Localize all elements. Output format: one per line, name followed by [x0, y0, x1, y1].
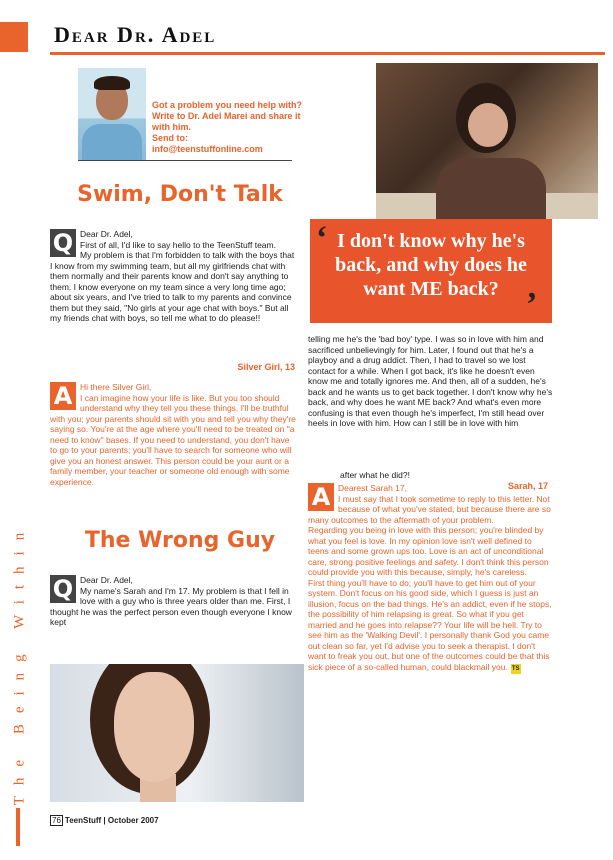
question-text-2-start: Dear Dr. Adel, My name's Sarah and I'm 17. My problem is that I fell in love with a guy who is three years older than me. First, I thought he was the perfect person even though everyone I know kept: [50, 575, 292, 627]
page-title: Dear Dr. Adel: [54, 22, 217, 47]
magazine-name: TeenStuff: [64, 816, 102, 825]
answer-body-1: [50, 382, 298, 487]
thoughtful-girl-photo: [50, 664, 304, 802]
answer-text-1: Hi there Silver Girl, I can imagine how your life is like. But you too should understand why they tell you these things. I'll be truthful with you; your parents should sit with you and tell you why they're saying so. You're at the age where you'll need to be treated on "a need to know" bases. If you need to understand, you don't have to go to your parents; you'll have to search for someone who will give you an honest answer. This person could be your aunt or a family member, your teacher or someone old enough with some experience.: [50, 382, 296, 487]
side-accent-bar: [16, 808, 20, 846]
close-quote-icon: ’: [526, 286, 538, 323]
issue-date: October 2007: [107, 816, 159, 825]
doctor-photo: [78, 68, 146, 160]
answer-text-2: Dearest Sarah 17, I must say that I took sometime to reply to this letter. Not because of what you've stated, but because there are so many outcomes to the aftermath of your problem. Regarding you being in love with this person; you're blinded by what you feel is love. In my opinion love isn't well defined to teens and some grown ups too. Love is an act of unconditional care, strong positive feelings and safety. I don't think this person could provide you with this because, simply, he's careless. First thing you'll have to do; you'll have to get him out of your system. Don't focus on his good side, which I guess is just an illusion, focus on the bad things. He's an addict, even if he stops, the possibility of him relapsing is great. So what if you get married and he goes into relapse?? Your life will be hell. Try to see him as the 'Walking Devil'. I personally thank God you came out clean so far, yet I'd advise you to seek a therapist. I don't want to freak you out, but one of the outcomes could be that this sick piece of a so-called human, could blackmail you.: [308, 483, 552, 672]
question-badge: Q: [50, 575, 76, 603]
promo-email-link[interactable]: info@teenstuffonline.com: [152, 144, 263, 154]
header-accent-bar: [0, 22, 28, 52]
page-number: 76: [52, 816, 61, 825]
promo-box: [152, 100, 312, 155]
teenstuff-end-mark-icon: TS: [511, 664, 521, 675]
signature-silver-girl: Silver Girl, 13: [237, 362, 295, 372]
question-text-2-cont: telling me he's the 'bad boy' type. I was so in love with him and sacrificed unbelievingly for him. Later, I found out that he's a playboy and a drug addict. Then, I had to travel so we lost contact for a while. When I got back, it's like he doesn't even know me and totally ignores me. And then, all of a sudden, he's back and he wants us to get back together. I don't know why he's back, and why does he want ME back? And what's even more confusing is that even though he's imperfect, I'm still head over heels in love with him. How can I still be in love with him: [308, 334, 553, 428]
question-body-2: [50, 575, 298, 628]
signature-sarah: Sarah, 17: [507, 481, 548, 491]
question-text-1: Dear Dr. Adel, First of all, I'd like to say hello to the TeenStuff team. My problem is that I'm forbidden to talk with the boys that I know from my swimming team, but all my girlfriends chat with them normally and their parents know and don't say anything to them. I know everyone on my team since a very long time ago; about six years, and I've tried to talk to my parents and convince them but they said, "No girls at your age chat with boys." But all my friends chat with boys, so tell me what to do please!!: [50, 229, 295, 323]
answer-body-2: [308, 483, 554, 674]
section-side-label: The Being Within: [11, 521, 28, 806]
answer-badge: A: [50, 382, 76, 410]
question-body-1: [50, 229, 298, 324]
promo-text: Got a problem you need help with? Write to Dr. Adel Marei and share it with him.: [152, 100, 303, 132]
page-footer: 76 TeenStuff | October 2007: [52, 816, 159, 825]
answer-badge: A: [308, 483, 334, 511]
question-badge: Q: [50, 229, 76, 257]
letter-title-swim: Swim, Don't Talk: [77, 182, 283, 207]
promo-divider: [78, 160, 292, 161]
question-text-2-end: after what he did?!: [340, 470, 410, 480]
open-quote-icon: ‘: [316, 220, 328, 257]
promo-send-label: Send to:: [152, 133, 188, 143]
header-rule: [50, 52, 605, 55]
distressed-woman-photo: [376, 63, 598, 219]
letter-title-wrong-guy: The Wrong Guy: [84, 528, 276, 553]
pull-quote-text: I don't know why he's back, and why does he want ME back?: [335, 230, 527, 300]
